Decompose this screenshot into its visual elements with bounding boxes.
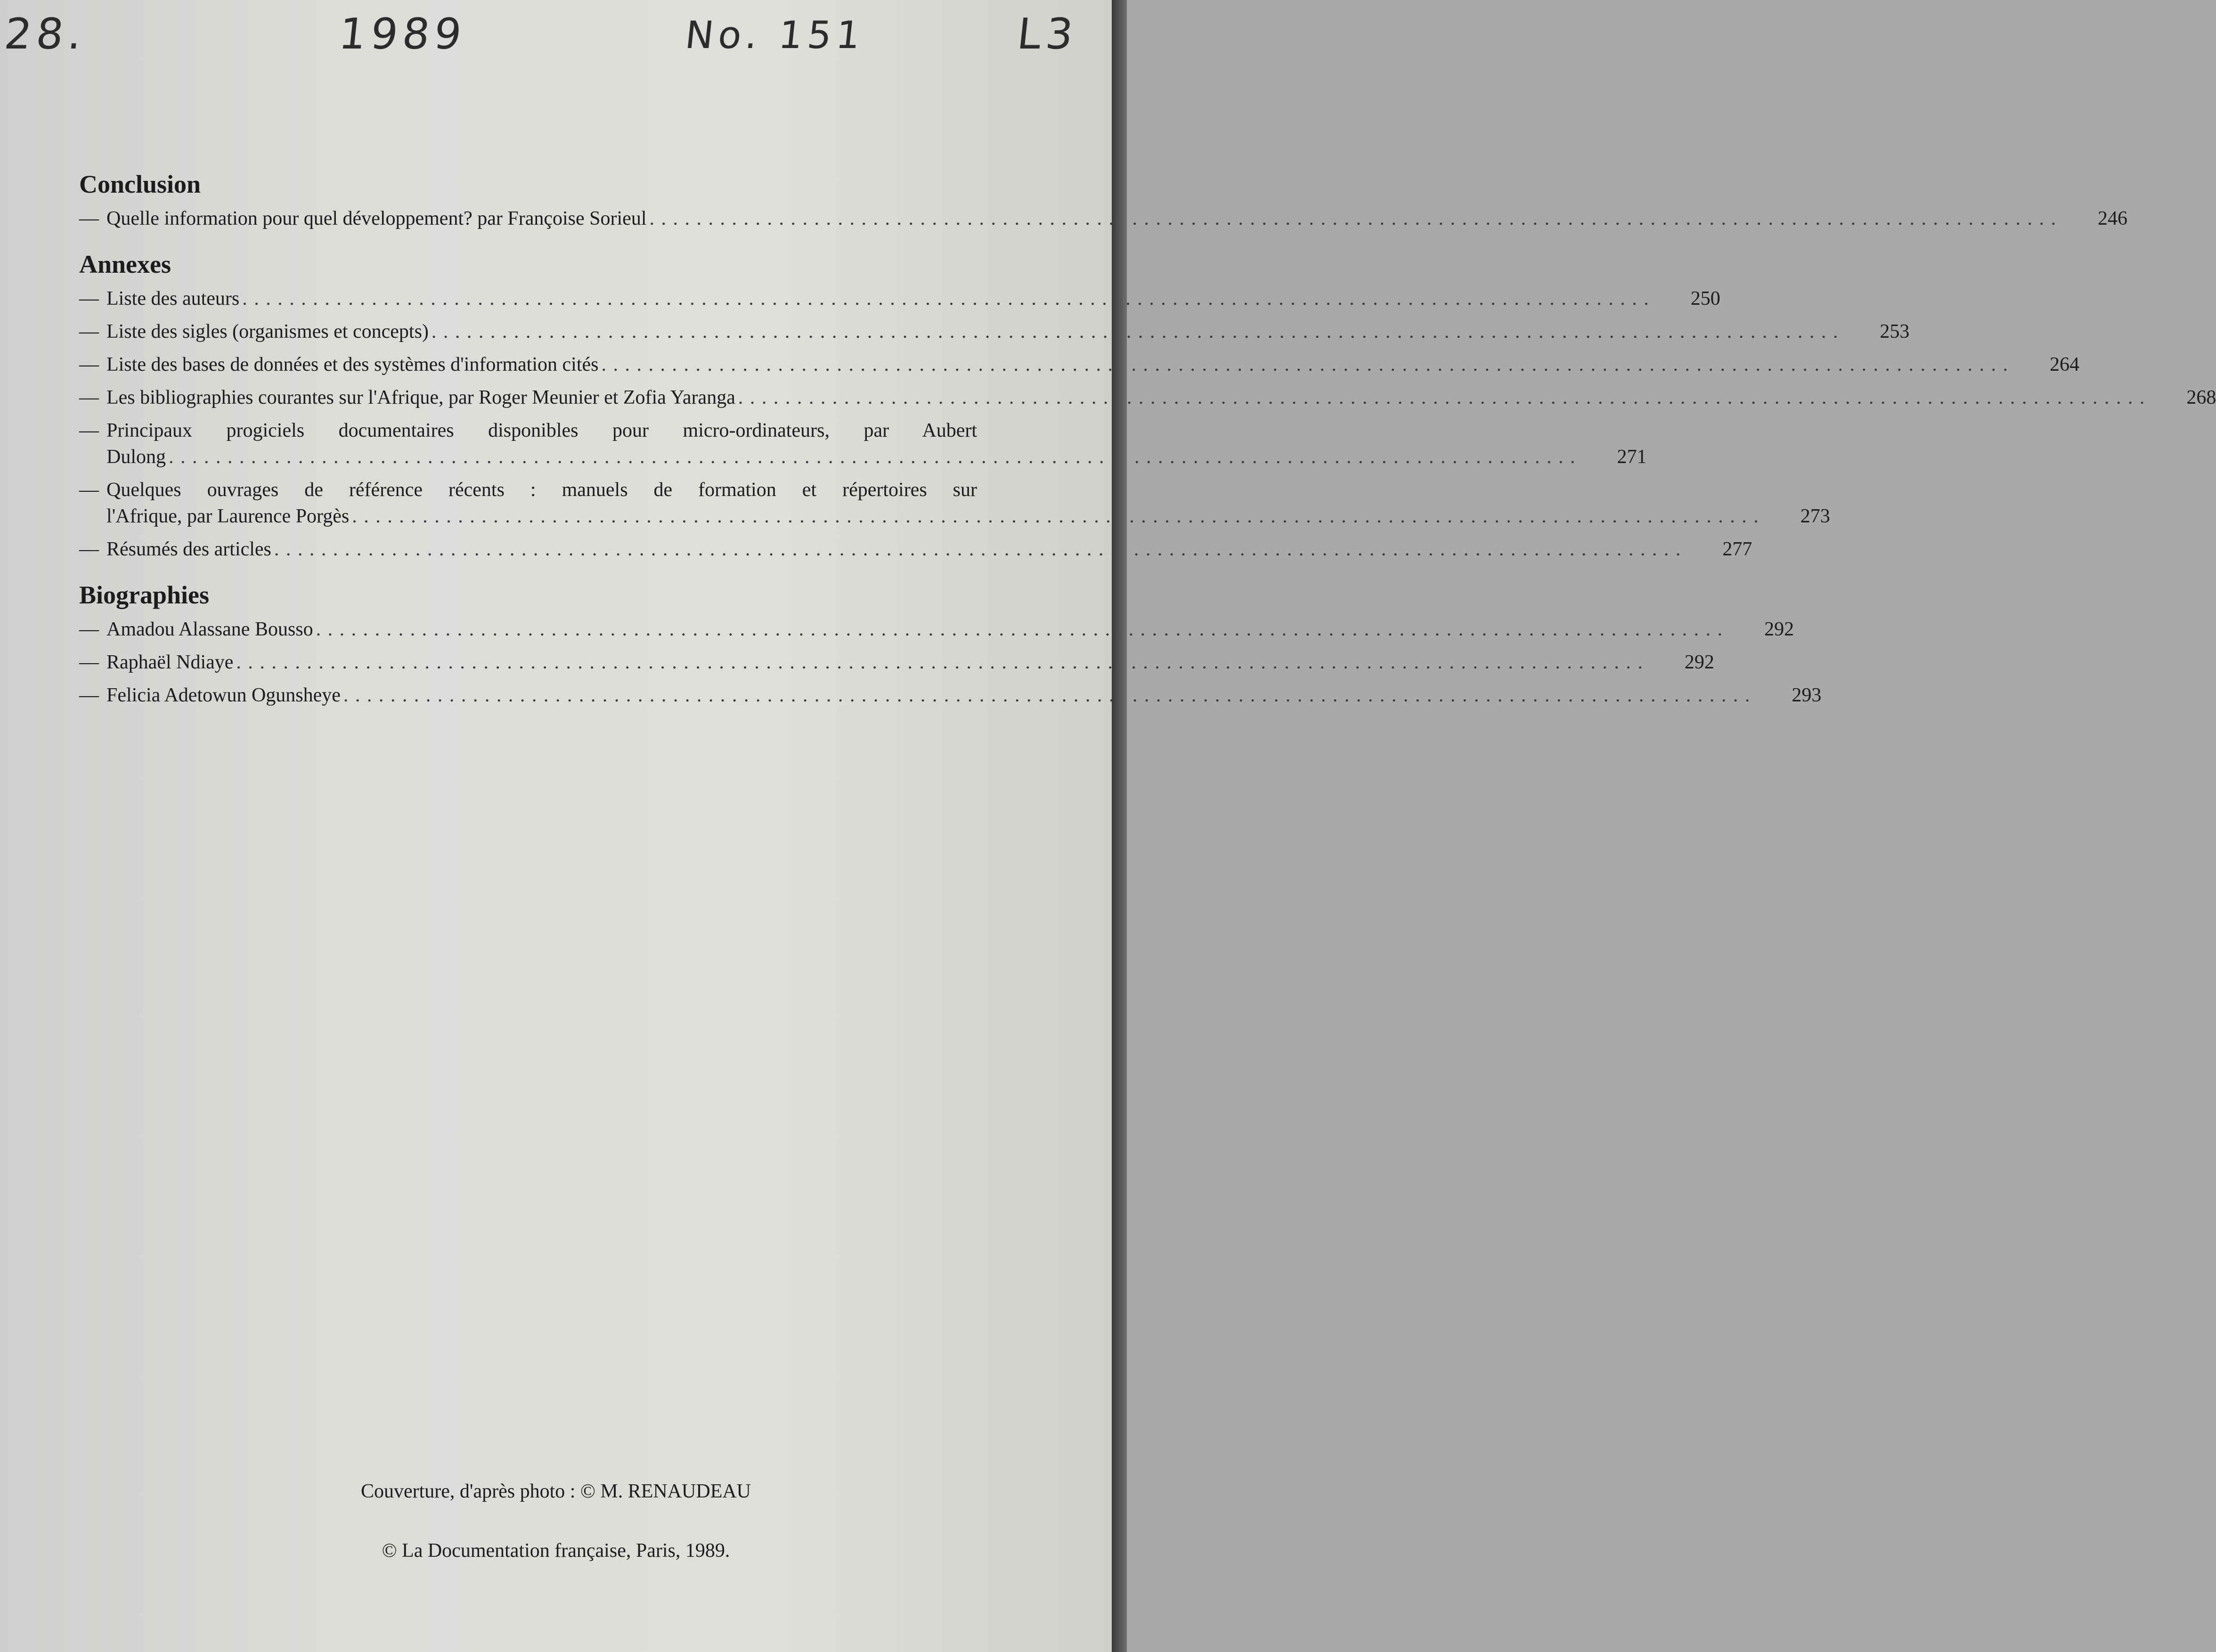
- page-edge-shadow: [1112, 0, 1127, 1652]
- toc-entry: — Liste des bases de données et des systèmes d'information cités . . . 264: [79, 351, 1045, 378]
- dot-leader: [738, 384, 2146, 411]
- entry-title: Amadou Alassane Bousso: [106, 618, 313, 641]
- entry-title: Felicia Adetowun Ogunsheye: [106, 684, 341, 707]
- entry-page: 292: [1684, 651, 1714, 674]
- entry-page: 264: [2049, 354, 2079, 376]
- toc-entry: — Principaux progiciels documentaires disponibles pour micro-ordinateurs, par Aubert Dulong . . . 271: [79, 417, 1045, 470]
- dot-leader: [601, 351, 2009, 378]
- section-annexes: [79, 250, 2216, 562]
- entry-title: Les bibliographies courantes sur l'Afrique, par Roger Meunier et Zofia Yaranga: [106, 387, 735, 409]
- toc-entry: [79, 205, 2127, 232]
- entry-title: Liste des sigles (organismes et concepts): [106, 321, 429, 343]
- entry-dash: —: [79, 208, 99, 230]
- entry-title: Principaux progiciels documentaires disponibles pour micro-ordinateurs, par Aubert: [106, 420, 977, 442]
- dot-leader: [274, 536, 1682, 562]
- entry-page: 253: [1880, 321, 1910, 343]
- entry-title: Quelques ouvrages de référence récents : manuels de formation et répertoires sur: [106, 479, 977, 501]
- entry-title-continued: l'Afrique, par Laurence Porgès: [106, 505, 350, 528]
- section-biographies: [79, 580, 1822, 708]
- toc-entry: — Raphaël Ndiaye . . . 292: [79, 649, 1045, 675]
- dot-leader: [236, 649, 1644, 675]
- entry-page: 271: [1617, 446, 1647, 468]
- entry-page: 268: [2186, 387, 2216, 409]
- dot-leader: [242, 285, 1650, 312]
- section-title: Biographies: [79, 581, 210, 610]
- toc-entry: — Liste des auteurs . . . 250: [79, 285, 1045, 312]
- entry-page: 293: [1792, 684, 1822, 707]
- entry-title: Liste des auteurs: [106, 288, 240, 310]
- entry-page: 292: [1764, 618, 1794, 641]
- handwritten-note-left: 28.: [2, 9, 89, 59]
- copyright-notice: © La Documentation française, Paris, 1989.: [382, 1540, 730, 1562]
- entry-title: Résumés des articles: [106, 538, 271, 561]
- section-title: Conclusion: [79, 170, 201, 198]
- section-title: Annexes: [79, 250, 171, 279]
- dot-leader: [169, 444, 1576, 470]
- entry-page: 250: [1690, 288, 1720, 310]
- dot-leader: [432, 318, 1839, 345]
- dot-leader: [650, 205, 2057, 232]
- entry-title: Liste des bases de données et des systèmes d'information cités: [106, 354, 599, 376]
- section-conclusion: [79, 170, 2127, 232]
- toc-entry: — Liste des sigles (organismes et concepts) . . . 253: [79, 318, 1045, 345]
- toc-entry: — Les bibliographies courantes sur l'Afrique, par Roger Meunier et Zofia Yaranga . . . 268: [79, 384, 1045, 411]
- handwritten-issue-number: No. 151: [683, 13, 867, 57]
- table-of-contents: [79, 170, 2216, 715]
- handwritten-year: 1989: [336, 9, 469, 59]
- cover-credit: Couverture, d'après photo : © M. RENAUDEAU: [360, 1481, 751, 1502]
- entry-title-continued: Dulong: [106, 446, 166, 468]
- dot-leader: [316, 616, 1724, 643]
- entry-title: Raphaël Ndiaye: [106, 651, 234, 674]
- toc-entry: — Amadou Alassane Bousso . . . 292: [79, 616, 1045, 643]
- toc-entry: — Felicia Adetowun Ogunsheye . . . 293: [79, 682, 1045, 708]
- handwritten-note-right: L3: [1015, 9, 1080, 59]
- dot-leader: [352, 503, 1760, 529]
- dot-leader: [343, 682, 1751, 708]
- entry-page: 246: [2098, 208, 2127, 230]
- entry-title: Quelle information pour quel développement? par Françoise Sorieul: [106, 208, 647, 230]
- entry-page: 277: [1722, 538, 1752, 561]
- toc-entry: — Résumés des articles . . . 277: [79, 536, 1045, 562]
- toc-entry: — Quelques ouvrages de référence récents : manuels de formation et répertoires sur l'Afrique, par Laurence Porgès . . . 273: [79, 477, 1045, 529]
- entry-page: 273: [1800, 505, 1830, 528]
